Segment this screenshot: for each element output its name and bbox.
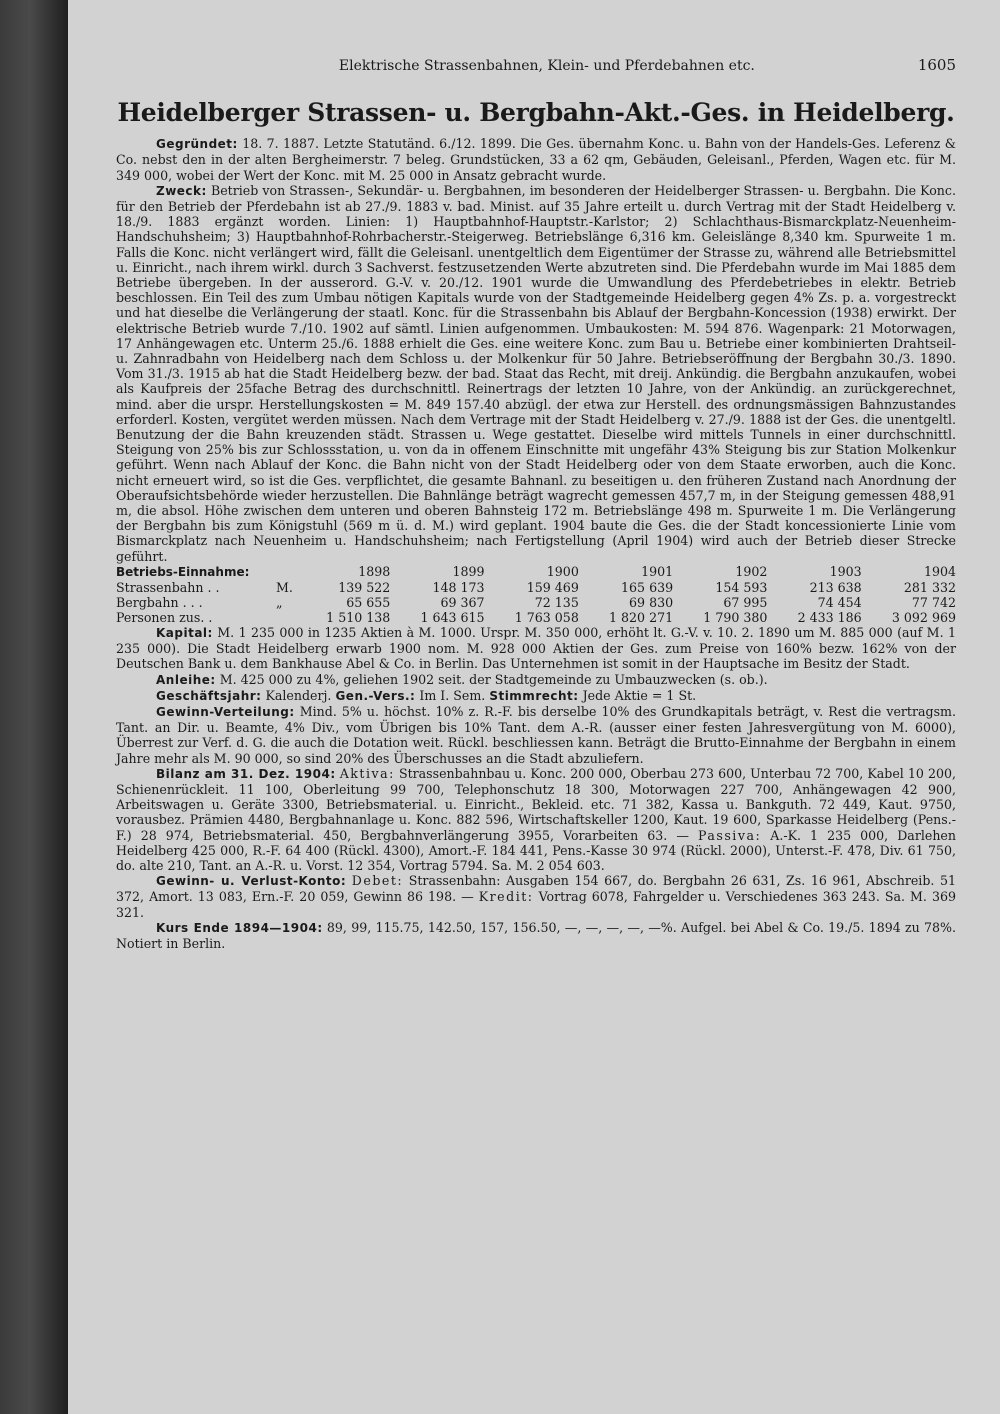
- section-gegruendet: [116, 136, 956, 183]
- text-gegruendet: 18. 7. 1887. Letzte Statutänd. 6./12. 1899. Die Ges. übernahm Konc. u. Bahn von der Handels-Ges. Leferenz & Co. nebst den in der alten Bergheimerstr. 7 beleg. Grundstücken, 33 a 62 qm, Gebäuden, Geleisanl., Pferden, Wagen etc. für M. 349 000, wobei der Wert der Konc. mit M. 25 000 in Ansatz gebracht wurde.: [116, 136, 957, 183]
- section-geschaeftsjahr: [116, 688, 956, 704]
- table-row: [116, 580, 956, 595]
- text-anleihe: M. 425 000 zu 4%, geliehen 1902 seit. der Stadtgemeinde zu Umbauzwecken (s. ob.).: [219, 671, 768, 687]
- label-gen-vers: Gen.-Vers.:: [335, 688, 416, 703]
- year-1898: 1898: [358, 564, 391, 580]
- year-1902: 1902: [735, 564, 768, 580]
- cell-value: 281 332: [903, 579, 956, 595]
- year-1903: 1903: [829, 564, 862, 580]
- row-label: Personen zus. .: [116, 609, 213, 625]
- text-stimmrecht: Jede Aktie = 1 St.: [582, 687, 697, 703]
- label-anleihe: Anleihe:: [156, 672, 216, 687]
- section-gewinn-verlust: [116, 873, 956, 920]
- section-gewinn-verteilung: [116, 704, 956, 766]
- label-passiva: Passiva:: [697, 827, 762, 843]
- cell-value: 159 469: [526, 579, 579, 595]
- row-unit: M.: [276, 579, 293, 595]
- label-kapital: Kapital:: [156, 625, 213, 640]
- revenue-header-row: [116, 564, 956, 580]
- label-kredit: Kredit:: [478, 889, 534, 905]
- label-kurs: Kurs Ende 1894—1904:: [156, 920, 323, 935]
- text-zweck: Betrieb von Strassen-, Sekundär- u. Bergbahnen, im besonderen der Heidelberger Strassen- u. Bergbahn. Die Konc. für den Betrieb der Pferdebahn ist ab 27./9. 1883 v. bad. Minist. auf 35 Jahre erteilt u. durch Vertrag mit der Stadt Heidelberg v. 18./9. 1883 ergänzt worden. Linien: 1) Hauptbahnhof-Hauptstr.-Karlstor; 2) Schlachthaus-Bismarckplatz-Neuenheim-Handschuhsheim; 3) Hauptbahnhof-Rohrbacherstr.-Steigerweg. Betriebslänge 6,316 km. Geleislänge 8,340 km. Spurweite 1 m. Falls die Konc. nicht verlängert wird, fällt die Geleisanl. unentgeltlich dem Eigentümer der Strasse zu, während alle Betriebsmittel u. Einricht., nach ihrem wirkl. durch 3 Sachverst. festzusetzenden Werte abzutreten sind. Die Pferdebahn wurde im Mai 1885 dem Betriebe übergeben. In der ausserord. G.-V. v. 20./12. 1901 wurde die Umwandlung des Pferdebetriebes in elektr. Betrieb beschlossen. Ein Teil des zum Umbau nötigen Kapitals wurde von der Stadtgemeinde Heidelberg gegen 4% Zs. p. a. vorgestreckt und hat dieselbe die Verlängerung der staatl. Konc. für die Strassenbahn bis Ablauf der Bergbahn-Koncession (1938) erwirkt. Der elektrische Betrieb wurde 7./10. 1902 auf sämtl. Linien aufgenommen. Umbaukosten: M. 594 876. Wagenpark: 21 Motorwagen, 17 Anhängewagen etc. Unterm 25./6. 1888 erhielt die Ges. eine weitere Konc. zum Bau u. Betriebe einer kombinierten Drahtseil- u. Zahnradbahn von Heidelberg nach dem Schloss u. der Molkenkur für 50 Jahre. Betriebseröffnung der Bergbahn 30./3. 1890. Vom 31./3. 1915 ab hat die Stadt Heidelberg bezw. der bad. Staat das Recht, mit dreij. Ankündig. die Bergbahn anzukaufen, wobei als Kaufpreis der 25fache Betrag des durchschnittl. Reinertrags der letzten 10 Jahre, von der Ankündig. an zurückgerechnet, mind. aber die urspr. Herstellungskosten = M. 849 157.40 abzügl. der etwa zur Herstell. des ordnungsmässigen Bahnzustandes erforderl. Kosten, vergütet werden müssen. Nach dem Vertrage mit der Stadt Heidelberg v. 27./9. 1888 ist der Ges. die unentgeltl. Benutzung der die Bahn kreuzenden städt. Strassen u. Wege gestattet. Dieselbe wird mittels Tunnels in einer durchschnittl. Steigung von 25% bis zur Schlossstation, u. von da in offenem Einschnitte mit ungefähr 43% Steigung bis zur Station Molkenkur geführt. Wenn nach Ablauf der Konc. die Bahn nicht von der Stadt Heidelberg oder von dem Staate erworben, auch die Konc. nicht erneuert wird, so ist die Ges. verpflichtet, die gesamte Bahnanl. zu beseitigen u. den früheren Zustand nach Anordnung der Oberaufsichtsbehörde wieder herzustellen. Die Bahnlänge beträgt wagrecht gemessen 457,7 m, in der Steigung gemessen 488,91 m, die absol. Höhe zwischen dem unteren und oberen Bahnsteig 172 m. Betriebslänge 498 m. Spurweite 1 m. Die Verlängerung der Bergbahn bis zum Königstuhl (569 m ü. d. M.) wird geplant. 1904 baute die Ges. die der Stadt koncessionierte Linie vom Bismarckplatz nach Neuenheim u. Handschuhsheim; nach Fertigstellung (April 1904) wird auch der Betrieb dieser Strecke geführt.: [116, 182, 956, 564]
- page-content: [116, 58, 956, 951]
- label-gewinn-verteilung: Gewinn-Verteilung:: [156, 704, 295, 719]
- text-gewinn-verteilung: Mind. 5% u. höchst. 10% z. R.-F. bis derselbe 10% des Grundkapitals beträgt, v. Rest die vertragsm. Tant. an Dir. u. Beamte, 4% Div., vom Übrigen bis 10% Tant. dem A.-R. (ausser einer festen Jahresvergütung von M. 6000), Überrest zur Verf. d. G. die auch die Dotation weit. Rückl. beschliessen kann. Beträgt die Brutto-Einnahme der Bergbahn in einem Jahre mehr als M. 90 000, so sind 20% des Überschusses an die Stadt abzuliefern.: [116, 703, 956, 766]
- year-1900: 1900: [546, 564, 579, 580]
- cell-value: 1 820 271: [609, 609, 674, 625]
- cell-value: 148 173: [432, 579, 485, 595]
- section-bilanz: [116, 766, 956, 873]
- section-anleihe: [116, 672, 956, 688]
- text-debet: Strassenbahn: Ausgaben 154 667, do. Bergbahn 26 631, Zs. 16 961, Abschreib. 51 372, Amort. 13 083, Ern.-F. 20 059, Gewinn 86 198. —: [116, 873, 956, 905]
- section-kurs: [116, 920, 956, 951]
- label-geschaeftsjahr: Geschäftsjahr:: [156, 688, 262, 703]
- cell-value: 3 092 969: [891, 609, 956, 625]
- cell-value: 72 135: [534, 594, 579, 610]
- year-1901: 1901: [641, 564, 674, 580]
- cell-value: 65 655: [346, 594, 391, 610]
- label-gewinn-verlust: Gewinn- u. Verlust-Konto:: [156, 874, 347, 889]
- cell-value: 74 454: [817, 594, 862, 610]
- cell-value: 139 522: [338, 579, 391, 595]
- revenue-table: [116, 564, 956, 625]
- page-number: 1605: [917, 56, 956, 74]
- label-gegruendet: Gegründet:: [156, 137, 238, 152]
- year-1899: 1899: [452, 564, 485, 580]
- cell-value: 213 638: [809, 579, 862, 595]
- cell-value: 1 643 615: [420, 609, 485, 625]
- table-row: [116, 595, 956, 610]
- cell-value: 69 830: [629, 594, 674, 610]
- label-bilanz: Bilanz am 31. Dez. 1904:: [156, 766, 336, 781]
- row-unit: [276, 610, 296, 625]
- company-title: Heidelberger Strassen- u. Bergbahn-Akt.-Ges. in Heidelberg.: [117, 98, 955, 128]
- revenue-table-label: Betriebs-Einnahme:: [116, 564, 250, 579]
- cell-value: 165 639: [621, 579, 674, 595]
- label-stimmrecht: Stimmrecht:: [489, 688, 579, 703]
- label-aktiva: Aktiva:: [339, 765, 395, 781]
- cell-value: 2 433 186: [797, 609, 862, 625]
- running-head-title: Elektrische Strassenbahnen, Klein- und Pferdebahnen etc.: [338, 58, 755, 74]
- running-head: [116, 58, 956, 74]
- cell-value: 1 790 380: [703, 609, 768, 625]
- row-unit: „: [276, 594, 283, 610]
- section-zweck: [116, 183, 956, 564]
- cell-value: 67 995: [723, 594, 768, 610]
- text-kredit: Vortrag 6078, Fahrgelder u. Verschiedenes 363 243. Sa. M. 369 321.: [116, 889, 956, 920]
- row-label: Bergbahn . . .: [116, 594, 203, 610]
- row-label: Strassenbahn . .: [116, 579, 220, 595]
- text-gen-vers: Im I. Sem.: [419, 687, 486, 703]
- cell-value: 1 510 138: [326, 609, 391, 625]
- cell-value: 77 742: [911, 594, 956, 610]
- cell-value: 1 763 058: [514, 609, 579, 625]
- label-debet: Debet:: [351, 873, 404, 889]
- cell-value: 69 367: [440, 594, 485, 610]
- text-kurs: 89, 99, 115.75, 142.50, 157, 156.50, —, —, —, —, —%. Aufgel. bei Abel & Co. 19./5. 1894 zu 78%. Notiert in Berlin.: [116, 919, 956, 951]
- section-kapital: [116, 625, 956, 672]
- year-1904: 1904: [923, 564, 956, 580]
- label-zweck: Zweck:: [156, 183, 207, 198]
- text-geschaeftsjahr: Kalenderj.: [265, 687, 332, 703]
- text-aktiva: Strassenbahnbau u. Konc. 200 000, Oberbau 273 600, Unterbau 72 700, Kabel 10 200, Schienenrückleit. 11 100, Oberleitung 99 700, Telephonschutz 18 300, Motorwagen 227 700, Anhängewagen 42 900, Arbeitswagen u. Geräte 3300, Betriebsmaterial. u. Einricht., Bekleid. etc. 71 382, Kassa u. Bankguth. 72 449, Kaut. 9750, vorausbez. Prämien 4480, Bergbahnanlage u. Konc. 882 596, Wirtschaftskeller 1200, Kaut. 19 600, Sparkasse Heidelberg (Pens.-F.) 28 974, Betriebsmaterial. 450, Bergbahnverlängerung 3955, Vorarbeiten 63. —: [116, 765, 956, 843]
- text-kapital: M. 1 235 000 in 1235 Aktien à M. 1000. Urspr. M. 350 000, erhöht lt. G.-V. v. 10. 2. 1890 um M. 885 000 (auf M. 1 235 000). Die Stadt Heidelberg erwarb 1900 nom. M. 928 000 Aktien der Ges. zum Preise von 160% bezw. 162% von der Deutschen Bank u. dem Bankhause Abel & Co. in Berlin. Das Unternehmen ist somit in der Hauptsache im Besitz der Stadt.: [116, 624, 956, 672]
- text-passiva: A.-K. 1 235 000, Darlehen Heidelberg 425 000, R.-F. 64 400 (Rückl. 4300), Amort.-F. 184 441, Pens.-Kasse 30 974 (Rückl. 2000), Unterst.-F. 478, Div. 61 750, do. alte 210, Tant. an A.-R. u. Vorst. 12 354, Vortrag 5794. Sa. M. 2 054 603.: [116, 827, 956, 873]
- book-spine-shadow: [0, 0, 68, 1414]
- cell-value: 154 593: [715, 579, 768, 595]
- table-row: [116, 610, 956, 625]
- document-page: [68, 0, 1000, 1414]
